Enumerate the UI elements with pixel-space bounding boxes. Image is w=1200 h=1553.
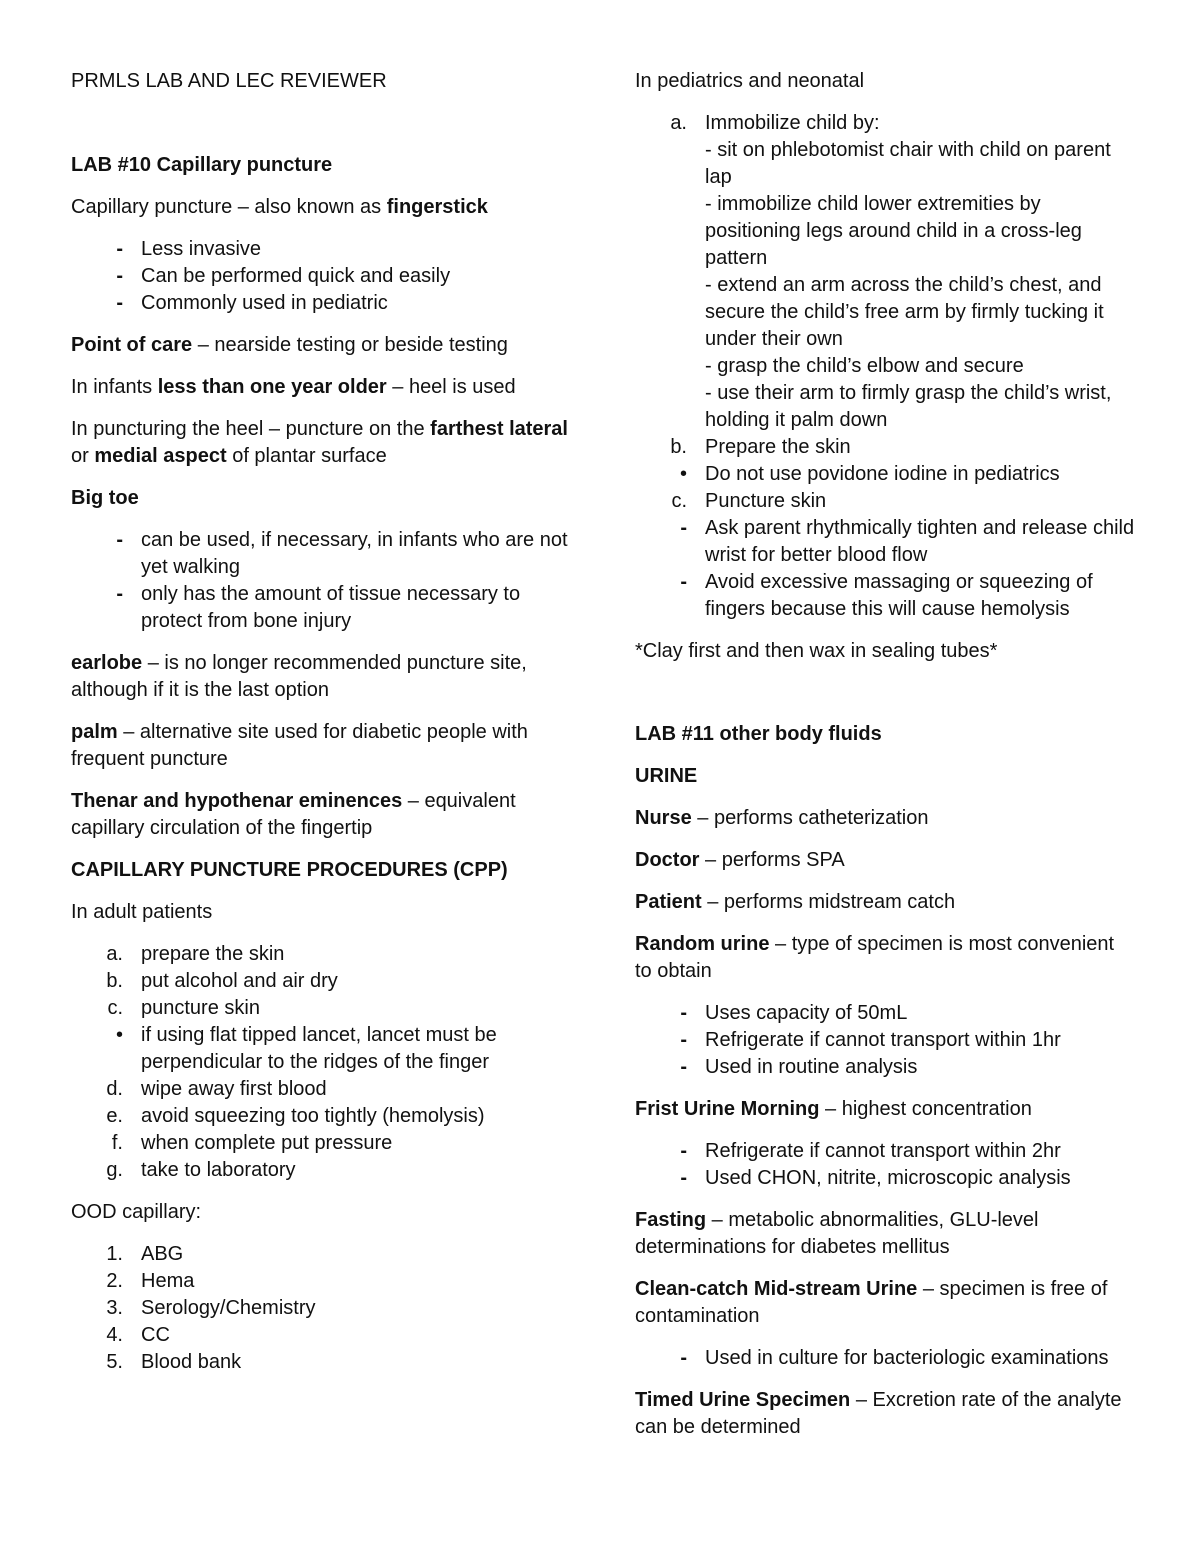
list-item: - Avoid excessive massaging or squeezing of fingers because this will cause hemolysis <box>680 571 1093 620</box>
ood-capillary-list <box>71 1241 571 1376</box>
list-item: c. Puncture skin <box>671 490 827 512</box>
list-item: b. put alcohol and air dry <box>106 970 338 992</box>
immobilize-sub-item: - immobilize child lower extremities by positioning legs around child in a cross-leg pattern <box>705 193 1082 269</box>
list-item: g. take to laboratory <box>106 1159 296 1181</box>
nurse-note: Nurse – performs catheterization <box>635 807 929 829</box>
clean-catch-note: Clean-catch Mid-stream Urine – specimen is free of contamination <box>635 1278 1108 1327</box>
list-item: 1. ABG <box>106 1243 184 1265</box>
list-item: - can be used, if necessary, in infants who are not yet walking <box>116 529 568 578</box>
list-item: - only has the amount of tissue necessary to protect from bone injury <box>116 583 521 632</box>
list-item: d. wipe away first blood <box>106 1078 327 1100</box>
heel-puncture-note: In puncturing the heel – puncture on the farthest lateral or medial aspect of plantar surface <box>71 418 568 467</box>
document-title: PRMLS LAB AND LEC REVIEWER <box>71 70 387 92</box>
point-of-care-definition: Point of care – nearside testing or beside testing <box>71 334 508 356</box>
first-morning-urine-points <box>635 1138 1135 1192</box>
right-column <box>635 68 1135 1456</box>
list-item: 3. Serology/Chemistry <box>106 1297 316 1319</box>
list-item: f. when complete put pressure <box>111 1132 393 1154</box>
list-item: - Refrigerate if cannot transport within 2hr <box>680 1140 1061 1162</box>
immobilize-sub-item: - sit on phlebotomist chair with child on parent lap <box>705 139 1111 188</box>
urine-heading: URINE <box>635 765 698 787</box>
list-item: a. prepare the skin <box>106 943 285 965</box>
list-item: - Uses capacity of 50mL <box>680 1002 908 1024</box>
thenar-note: Thenar and hypothenar eminences – equivalent capillary circulation of the fingertip <box>71 790 516 839</box>
pediatrics-steps-list <box>635 110 1135 623</box>
first-morning-urine-note: Frist Urine Morning – highest concentration <box>635 1098 1032 1120</box>
immobilize-sub-item: - extend an arm across the child’s chest, and secure the child’s free arm by firmly tucking it under their own <box>705 274 1104 350</box>
immobilize-sub-item: - grasp the child’s elbow and secure <box>705 355 1024 377</box>
list-item: 5. Blood bank <box>106 1351 242 1373</box>
immobilize-sub-item: - use their arm to firmly grasp the child’s wrist, holding it palm down <box>705 382 1112 431</box>
list-item: • if using flat tipped lancet, lancet must be perpendicular to the ridges of the finger <box>115 1024 497 1073</box>
infants-heel-note: In infants less than one year older – heel is used <box>71 376 516 398</box>
left-column <box>71 68 571 1391</box>
random-urine-note: Random urine – type of specimen is most convenient to obtain <box>635 933 1115 982</box>
pediatrics-heading: In pediatrics and neonatal <box>635 70 865 92</box>
lab10-heading: LAB #10 Capillary puncture <box>71 154 333 176</box>
list-item: 2. Hema <box>106 1270 195 1292</box>
capillary-puncture-definition: Capillary puncture – also known as fingerstick <box>71 196 488 218</box>
palm-note: palm – alternative site used for diabetic people with frequent puncture <box>71 721 528 770</box>
capillary-puncture-points <box>71 236 571 317</box>
fasting-note: Fasting – metabolic abnormalities, GLU-level determinations for diabetes mellitus <box>635 1209 1039 1258</box>
list-item: b. Prepare the skin <box>670 436 851 458</box>
list-item: • Do not use povidone iodine in pediatrics <box>679 463 1060 485</box>
timed-urine-note: Timed Urine Specimen – Excretion rate of the analyte can be determined <box>635 1389 1122 1438</box>
list-item: - Used CHON, nitrite, microscopic analysis <box>680 1167 1071 1189</box>
list-item: a. Immobilize child by: - sit on phlebotomist chair with child on parent lap - immobilize child lower extremities by positioning legs around child in a cross-leg pattern - extend an arm across the child’s chest, and secure the child’s free arm by firmly tucking it under their own - grasp the child’s elbow and secure - use their arm to firmly grasp the child’s wrist, holding it palm down <box>635 110 1135 434</box>
earlobe-note: earlobe – is no longer recommended puncture site, although if it is the last option <box>71 652 527 701</box>
clay-wax-note: *Clay first and then wax in sealing tubes* <box>635 640 998 662</box>
adult-patients-heading: In adult patients <box>71 901 213 923</box>
list-item: - Used in routine analysis <box>680 1056 918 1078</box>
list-item: e. avoid squeezing too tightly (hemolysis) <box>106 1105 485 1127</box>
cpp-heading: CAPILLARY PUNCTURE PROCEDURES (CPP) <box>71 859 508 881</box>
list-item: - Less invasive <box>116 238 262 260</box>
list-item: - Used in culture for bacteriologic examinations <box>680 1347 1109 1369</box>
ood-capillary-heading: OOD capillary: <box>71 1201 202 1223</box>
random-urine-points <box>635 1000 1135 1081</box>
list-item: - Commonly used in pediatric <box>116 292 388 314</box>
big-toe-heading: Big toe <box>71 487 139 509</box>
clean-catch-points <box>635 1345 1135 1372</box>
adult-steps-list <box>71 941 571 1184</box>
list-item: - Ask parent rhythmically tighten and release child wrist for better blood flow <box>680 517 1135 566</box>
lab11-heading: LAB #11 other body fluids <box>635 723 882 745</box>
list-item: c. puncture skin <box>107 997 260 1019</box>
big-toe-points <box>71 527 571 635</box>
list-item: - Can be performed quick and easily <box>116 265 451 287</box>
list-item: - Refrigerate if cannot transport within 1hr <box>680 1029 1061 1051</box>
patient-note: Patient – performs midstream catch <box>635 891 956 913</box>
doctor-note: Doctor – performs SPA <box>635 849 845 871</box>
list-item: 4. CC <box>106 1324 170 1346</box>
immobilize-label: Immobilize child by: <box>705 112 880 134</box>
